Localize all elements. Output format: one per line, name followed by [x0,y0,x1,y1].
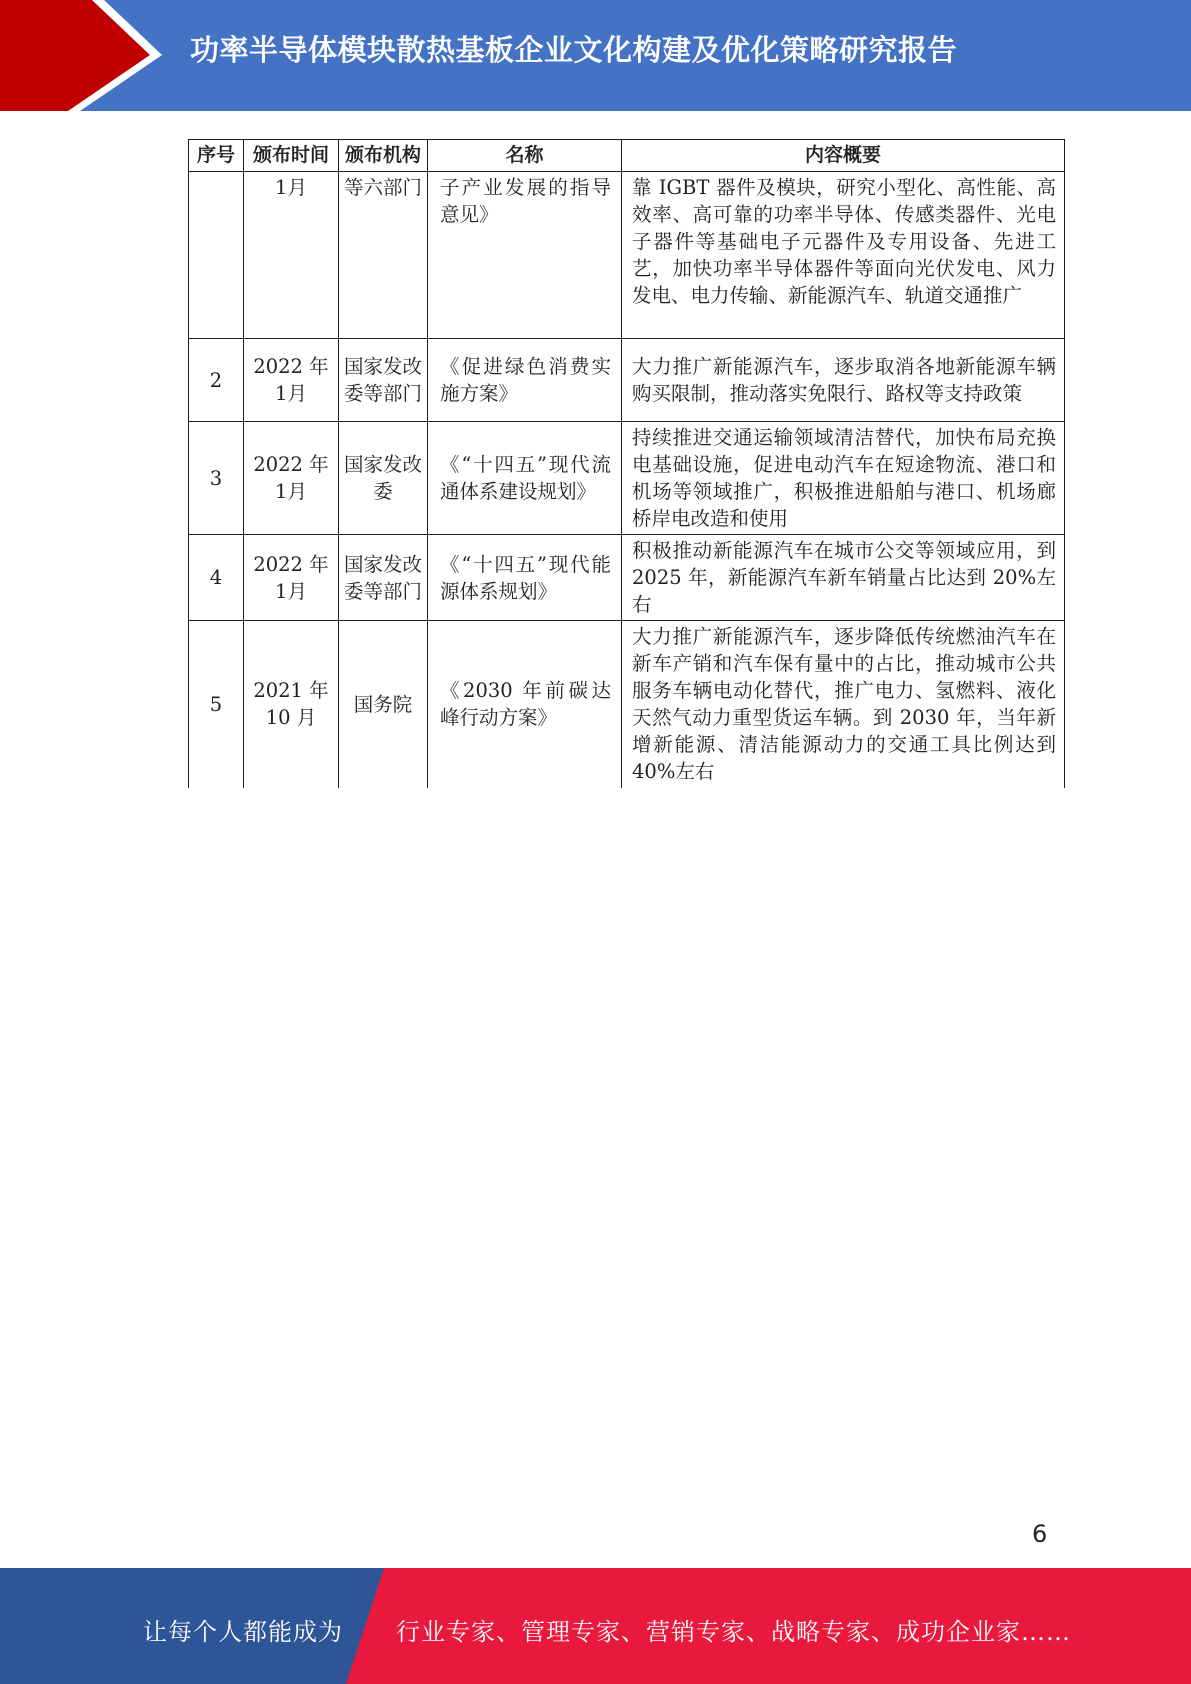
cell-name: 《“十四五”现代流通体系建设规划》 [428,422,622,535]
cell-content: 大力推广新能源汽车，逐步取消各地新能源车辆购买限制，推动落实免限行、路权等支持政策 [622,339,1065,422]
table-row [189,621,1065,788]
table-row [189,535,1065,621]
cell-org: 国务院 [339,621,428,788]
cell-name: 《促进绿色消费实施方案》 [428,339,622,422]
cell-time: 1月 [244,172,339,339]
cell-org: 国家发改委等部门 [339,339,428,422]
cell-content: 大力推广新能源汽车，逐步降低传统燃油汽车在新车产销和汽车保有量中的占比，推动城市公共服务车辆电动化替代，推广电力、氢燃料、液化天然气动力重型货运车辆。到 2030 年，当年新增新能源、清洁能源动力的交通工具比例达到 40%左右 [622,621,1065,788]
footer-slogan-right: 行业专家、管理专家、营销专家、战略专家、成功企业家…… [396,1618,1071,1646]
cell-name: 子产业发展的指导意见》 [428,172,622,339]
table-header-row [189,140,1065,172]
table-row [189,422,1065,535]
cell-seq: 2 [189,339,244,422]
header-seq: 序号 [189,140,244,172]
page-number: 6 [1032,1520,1048,1548]
cell-seq: 5 [189,621,244,788]
cell-time: 2022 年 1月 [244,535,339,621]
cell-seq: 3 [189,422,244,535]
policy-table [188,139,1065,788]
header-content: 内容概要 [622,140,1065,172]
cell-seq: 4 [189,535,244,621]
page-header [0,0,1191,111]
cell-time: 2022 年 1月 [244,422,339,535]
header-time: 颁布时间 [244,140,339,172]
header-name: 名称 [428,140,622,172]
cell-seq [189,172,244,339]
table-row [189,339,1065,422]
cell-name: 《“十四五”现代能源体系规划》 [428,535,622,621]
cell-org: 国家发改委等部门 [339,535,428,621]
table-row [189,172,1065,339]
page-footer [0,1568,1191,1684]
cell-org: 国家发改委 [339,422,428,535]
footer-slogan-left: 让每个人都能成为 [143,1618,343,1646]
cell-content: 积极推动新能源汽车在城市公交等领域应用，到 2025 年，新能源汽车新车销量占比达到 20%左右 [622,535,1065,621]
cell-content: 持续推进交通运输领域清洁替代，加快布局充换电基础设施，促进电动汽车在短途物流、港口和机场等领域推广，积极推进船舶与港口、机场廊桥岸电改造和使用 [622,422,1065,535]
cell-org: 等六部门 [339,172,428,339]
cell-name: 《2030 年前碳达峰行动方案》 [428,621,622,788]
cell-time: 2022 年 1月 [244,339,339,422]
header-org: 颁布机构 [339,140,428,172]
cell-time: 2021 年 10 月 [244,621,339,788]
report-title: 功率半导体模块散热基板企业文化构建及优化策略研究报告 [190,33,958,67]
cell-content: 靠 IGBT 器件及模块，研究小型化、高性能、高效率、高可靠的功率半导体、传感类器件、光电子器件等基础电子元器件及专用设备、先进工艺，加快功率半导体器件等面向光伏发电、风力发电、电力传输、新能源汽车、轨道交通推广 [622,172,1065,339]
